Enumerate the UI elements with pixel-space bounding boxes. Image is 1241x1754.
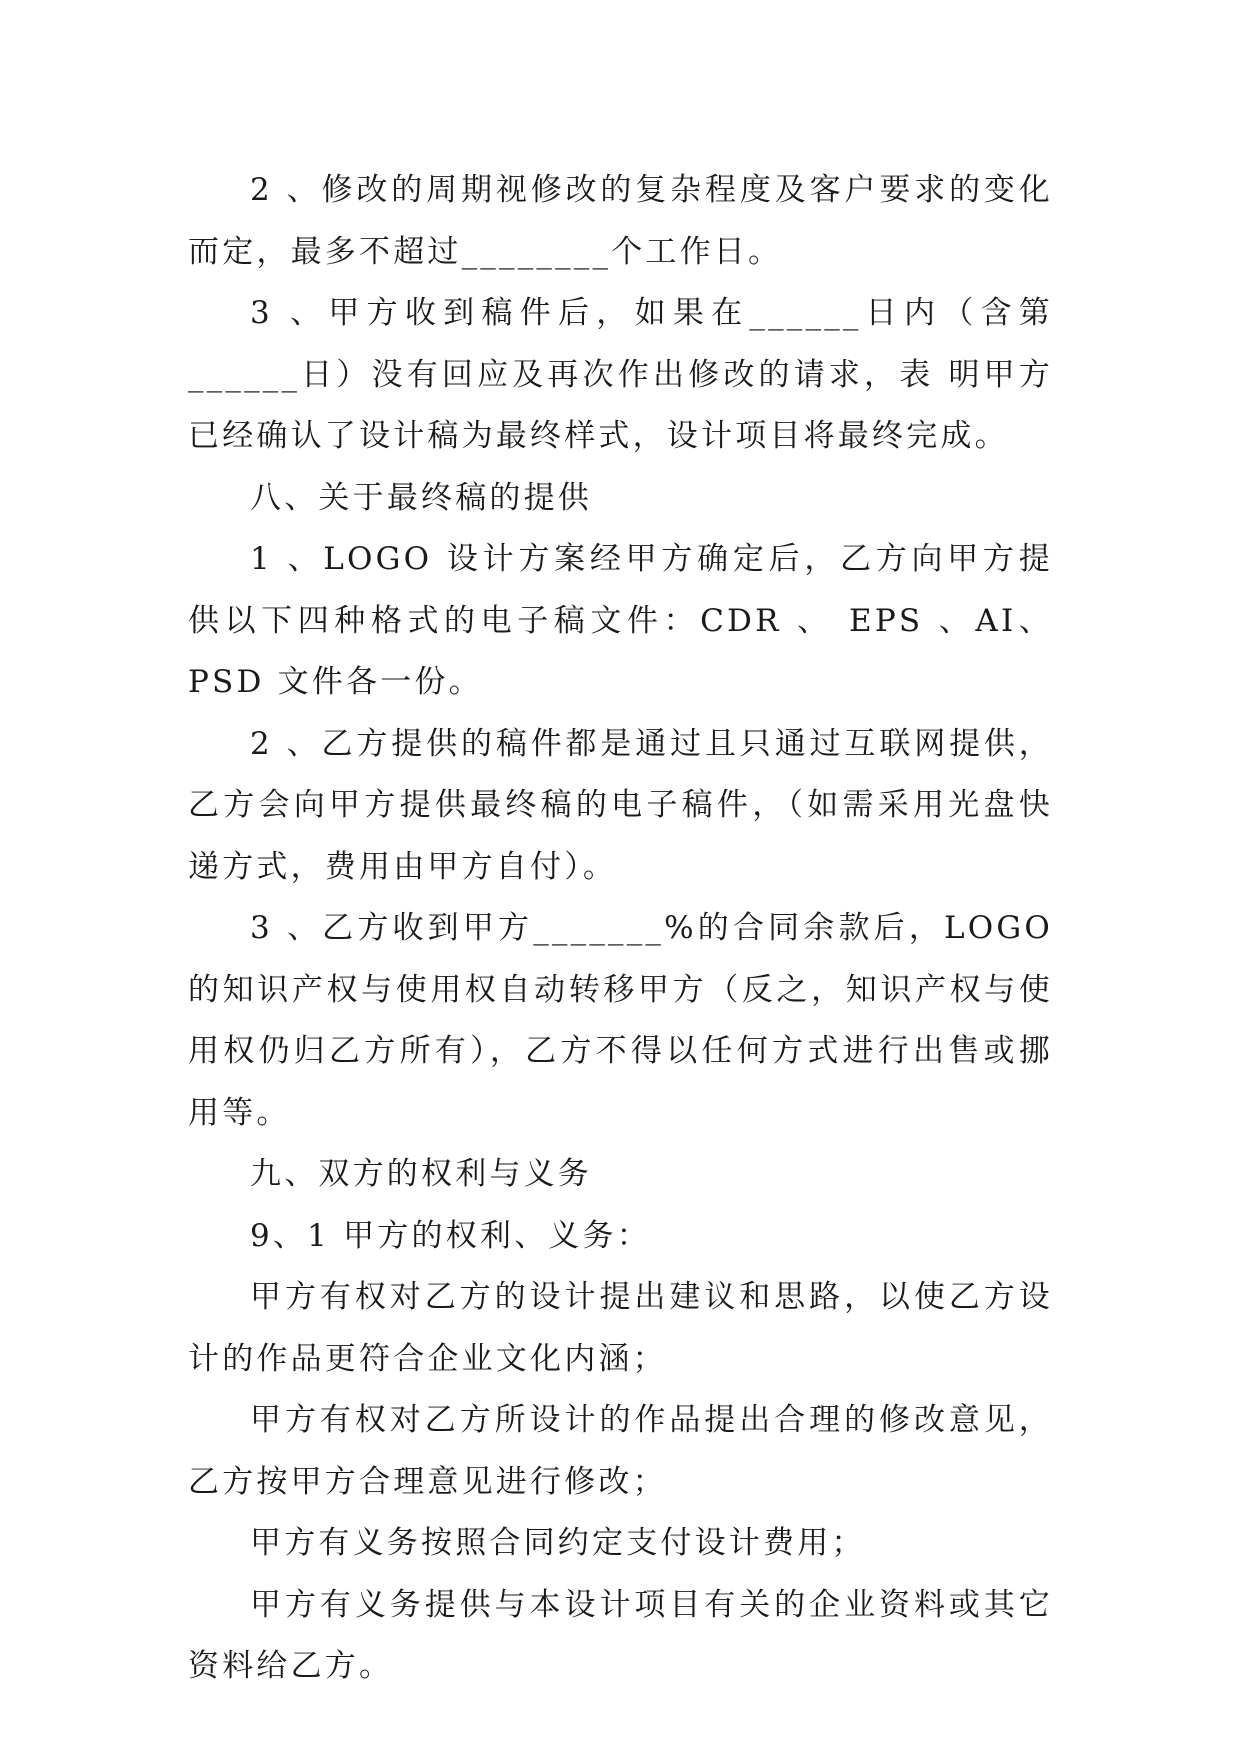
paragraph-file-formats: 1 、LOGO 设计方案经甲方确定后，乙方向甲方提供以下四种格式的电子稿文件：CDR 、 EPS 、AI、 PSD 文件各一份。 xyxy=(188,541,1053,700)
paragraph-revision-period: 2 、修改的周期视修改的复杂程度及客户要求的变化而定，最多不超过________个工作日。 xyxy=(188,172,1053,270)
paragraph-right-suggest: 甲方有权对乙方的设计提出建议和思路，以使乙方设计的作品更符合企业文化内涵； xyxy=(188,1279,1053,1377)
subsection-heading-party-a: 9、1 甲方的权利、义务： xyxy=(250,1217,651,1254)
paragraph-right-revise: 甲方有权对乙方所设计的作品提出合理的修改意见，乙方按甲方合理意见进行修改； xyxy=(188,1402,1053,1500)
section-heading-rights-obligations: 九、双方的权利与义务 xyxy=(250,1156,592,1192)
paragraph-ip-transfer: 3 、乙方收到甲方_______%的合同余款后，LOGO 的知识产权与使用权自动转移甲方（反之，知识产权与使用权仍归乙方所有），乙方不得以任何方式进行出售或挪用等。 xyxy=(188,910,1053,1131)
paragraph-duty-materials: 甲方有义务提供与本设计项目有关的企业资料或其它资料给乙方。 xyxy=(188,1586,1053,1684)
document-body xyxy=(188,160,1053,1698)
paragraph-duty-pay: 甲方有义务按照合同约定支付设计费用； xyxy=(250,1525,866,1561)
paragraph-confirmation-deadline: 3 、甲方收到稿件后，如果在______日内（含第______日）没有回应及再次作出修改的请求，表 明甲方已经确认了设计稿为最终样式，设计项目将最终完成。 xyxy=(188,295,1053,454)
section-heading-final-draft: 八、关于最终稿的提供 xyxy=(250,479,592,516)
paragraph-delivery-method: 2 、乙方提供的稿件都是通过且只通过互联网提供，乙方会向甲方提供最终稿的电子稿件，（如需采用光盘快递方式，费用由甲方自付）。 xyxy=(188,725,1053,885)
